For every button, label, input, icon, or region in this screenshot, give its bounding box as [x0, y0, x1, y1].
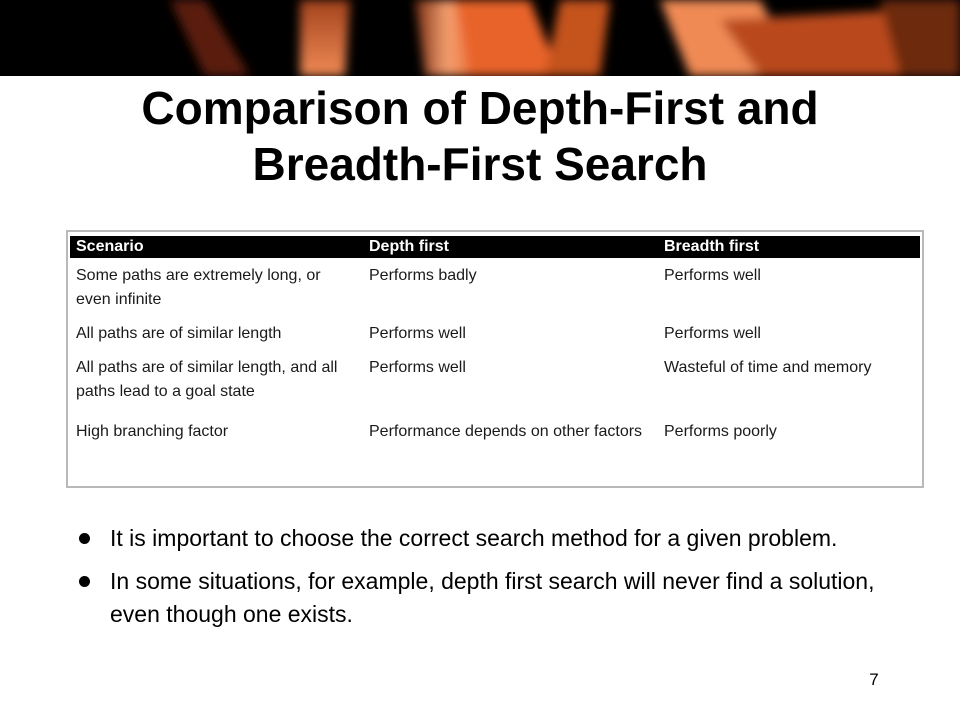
column-header-depth-first: Depth first — [369, 238, 449, 255]
flame-banner — [0, 0, 960, 76]
cell-depth-first: Performs well — [369, 325, 466, 342]
table-row — [70, 420, 920, 450]
cell-scenario: All paths are of similar length, and all paths lead to a goal state — [76, 359, 338, 400]
cell-depth-first: Performs badly — [369, 267, 477, 284]
table-row — [70, 322, 920, 356]
page-number: 7 — [869, 670, 879, 689]
slide-title-line-2: Breadth-First Search — [252, 138, 708, 190]
cell-breadth-first: Performs well — [664, 267, 761, 284]
column-header-scenario: Scenario — [76, 238, 144, 255]
bullet-list — [72, 522, 892, 641]
slide-title-line-1: Comparison of Depth-First and — [141, 82, 819, 134]
cell-breadth-first: Performs poorly — [664, 423, 777, 440]
list-item — [72, 522, 892, 555]
cell-scenario: Some paths are extremely long, or even infinite — [76, 267, 321, 308]
bullet-text: In some situations, for example, depth first search will never find a solution, even though one exists. — [110, 568, 875, 627]
table-row — [70, 356, 920, 418]
bullet-text: It is important to choose the correct search method for a given problem. — [110, 525, 838, 551]
bullet-dot-icon — [79, 576, 90, 587]
flame-banner-graphic — [0, 0, 960, 76]
slide-title — [0, 80, 960, 192]
cell-depth-first: Performs well — [369, 359, 466, 376]
cell-breadth-first: Wasteful of time and memory — [664, 359, 872, 376]
cell-scenario: All paths are of similar length — [76, 325, 282, 342]
list-item — [72, 565, 892, 631]
table-row — [70, 264, 920, 318]
column-header-breadth-first: Breadth first — [664, 238, 760, 255]
table-header-row — [70, 236, 920, 258]
bullet-dot-icon — [79, 533, 90, 544]
cell-breadth-first: Performs well — [664, 325, 761, 342]
cell-scenario: High branching factor — [76, 423, 229, 440]
comparison-table — [66, 230, 924, 488]
cell-depth-first: Performance depends on other factors — [369, 423, 643, 440]
